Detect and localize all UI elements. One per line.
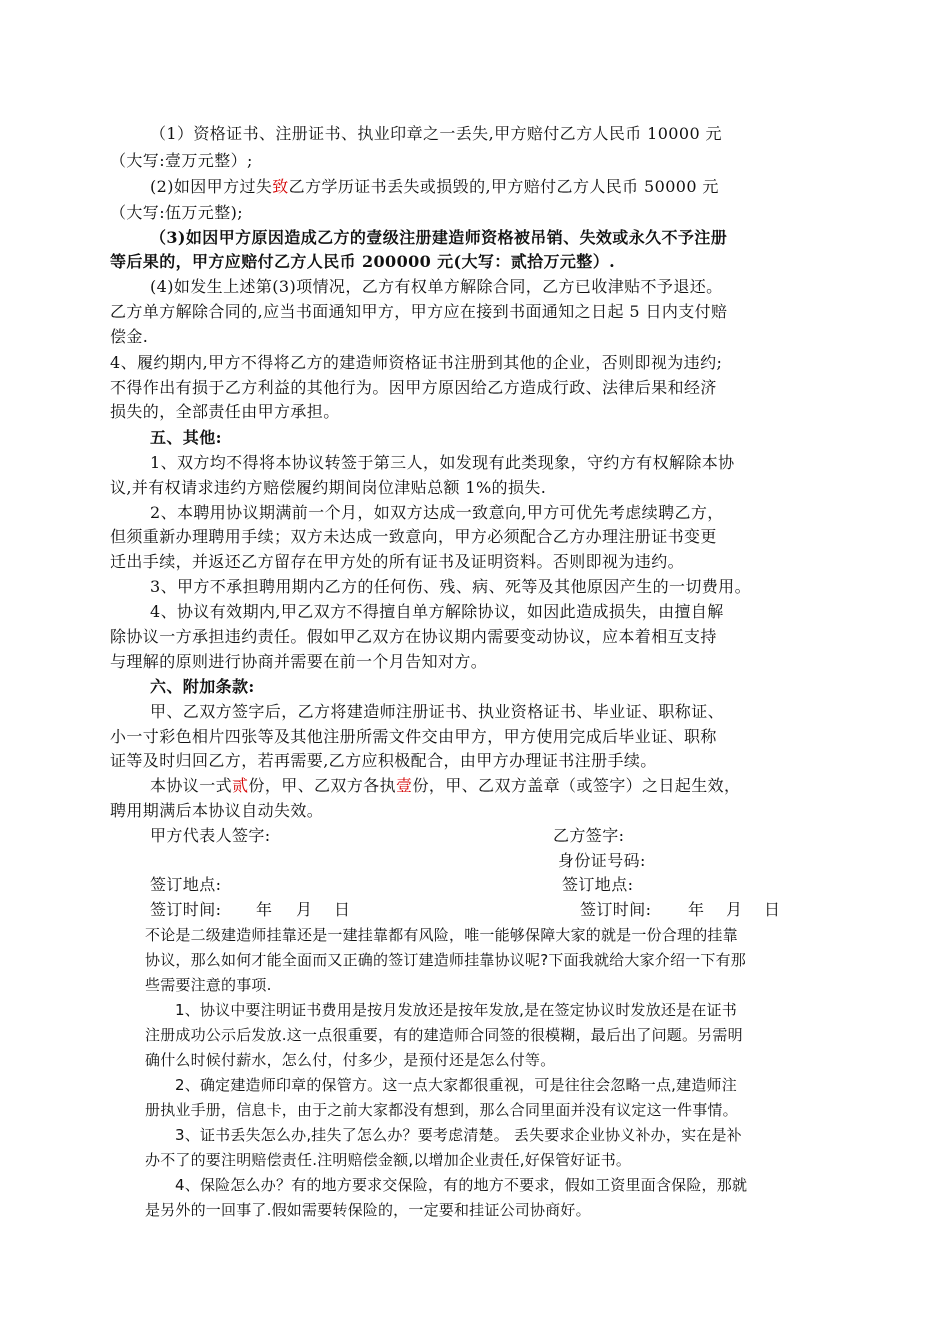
item-4-cont-1: 不得作出有损于乙方利益的其他行为。因甲方原因给乙方造成行政、法律后果和经济 <box>110 378 717 397</box>
guide-point-2-cont: 册执业手册，信息卡，由于之前大家都没有想到，那么合同里面并没有议定这一件事情。 <box>145 1101 738 1119</box>
clause-3: （3)如因甲方原因造成乙方的壹级注册建造师资格被吊销、失效或永久不予注册 <box>150 228 728 247</box>
other-1: 1、双方均不得将本协议转签于第三人，如发现有此类现象，守约方有权解除本协 <box>150 453 735 472</box>
clause-4-cont-2: 偿金. <box>110 327 149 346</box>
party-b-place-label: 签订地点: <box>562 875 634 894</box>
copies-each: 壹 <box>396 776 413 795</box>
other-4: 4、协议有效期内,甲乙双方不得擅自单方解除协议，如因此造成损失，由擅自解 <box>150 602 724 621</box>
clause-4: (4)如发生上述第(3)项情况，乙方有权单方解除合同，乙方已收津贴不予退还。 <box>150 277 723 296</box>
copies-clause <box>150 775 740 797</box>
clause-1-cont: （大写:壹万元整）; <box>110 151 253 170</box>
clause-2-cont: （大写:伍万元整); <box>110 203 244 222</box>
section-5-heading: 五、其他: <box>150 428 222 447</box>
clause-1: （1）资格证书、注册证书、执业印章之一丢失,甲方赔付乙方人民币 10000 元 <box>150 124 722 143</box>
item-4-cont-2: 损失的，全部责任由甲方承担。 <box>110 402 340 421</box>
party-a-signature-label: 甲方代表人签字: <box>150 826 271 845</box>
clause-2-part-a: (2)如因甲方过失 <box>150 177 273 196</box>
guide-intro-1: 不论是二级建造师挂靠还是一建挂靠都有风险，唯一能够保障大家的就是一份合理的挂靠 <box>145 926 738 944</box>
party-a-year: 年 <box>256 900 273 919</box>
additional-1: 甲、乙双方签字后，乙方将建造师注册证书、执业资格证书、毕业证、职称证、 <box>150 702 725 721</box>
other-2: 2、本聘用协议期满前一个月，如双方达成一致意向,甲方可优先考虑续聘乙方， <box>150 503 724 522</box>
copies-count: 贰 <box>232 776 249 795</box>
other-3: 3、甲方不承担聘用期内乙方的任何伤、残、病、死等及其他原因产生的一切费用。 <box>150 577 751 596</box>
clause-2-highlight: 致 <box>272 177 289 196</box>
section-6-heading: 六、附加条款: <box>150 677 255 696</box>
party-b-month: 月 <box>726 900 743 919</box>
party-a-month: 月 <box>296 900 313 919</box>
guide-point-1: 1、协议中要注明证书费用是按月发放还是按年发放,是在签定协议时发放还是在证书 <box>175 1001 737 1019</box>
party-a-time-label: 签订时间: <box>150 900 222 919</box>
copies-part-b: 份，甲、乙双方各执 <box>248 776 397 795</box>
guide-intro-3: 些需要注意的事项. <box>145 976 272 994</box>
guide-intro-2: 协议，那么如何才能全面而又正确的签订建造师挂靠协议呢?下面我就给大家介绍一下有那 <box>145 951 746 969</box>
guide-point-3: 3、证书丢失怎么办,挂失了怎么办？要考虑清楚。 丢失要求企业协义补办，实在是补 <box>175 1126 742 1144</box>
clause-2 <box>150 176 719 198</box>
guide-point-4: 4、保险怎么办？有的地方要求交保险，有的地方不要求，假如工资里面含保险，那就 <box>175 1176 748 1194</box>
additional-1-cont-1: 小一寸彩色相片四张等及其他注册所需文件交由甲方，甲方使用完成后毕业证、职称 <box>110 727 717 746</box>
item-4: 4、履约期内,甲方不得将乙方的建造师资格证书注册到其他的企业，否则即视为违约; <box>110 353 723 372</box>
other-1-cont: 议,并有权请求违约方赔偿履约期间岗位津贴总额 1%的损失. <box>110 478 547 497</box>
party-a-day: 日 <box>334 900 351 919</box>
guide-point-1-cont-2: 确什么时候付薪水，怎么付，付多少，是预付还是怎么付等。 <box>145 1051 556 1069</box>
id-number-label: 身份证号码: <box>558 851 646 870</box>
clause-4-cont-1: 乙方单方解除合同的,应当书面通知甲方，甲方应在接到书面通知之日起 5 日内支付赔 <box>110 302 728 321</box>
copies-clause-cont: 聘用期满后本协议自动失效。 <box>110 801 324 820</box>
party-b-year: 年 <box>688 900 705 919</box>
other-2-cont-2: 迁出手续，并返还乙方留存在甲方处的所有证书及证明资料。否则即视为违约。 <box>110 552 685 571</box>
clause-2-part-b: 乙方学历证书丢失或损毁的,甲方赔付乙方人民币 50000 元 <box>288 177 719 196</box>
guide-point-2: 2、确定建造师印章的保管方。这一点大家都很重视，可是往往会忽略一点,建造师注 <box>175 1076 737 1094</box>
party-b-day: 日 <box>764 900 781 919</box>
party-b-signature-label: 乙方签字: <box>553 826 625 845</box>
guide-point-4-cont: 是另外的一回事了.假如需要转保险的，一定要和挂证公司协商好。 <box>145 1201 591 1219</box>
party-a-place-label: 签订地点: <box>150 875 222 894</box>
guide-point-1-cont-1: 注册成功公示后发放.这一点很重要，有的建造师合同签的很模糊，最后出了问题。另需明 <box>145 1026 743 1044</box>
other-2-cont-1: 但须重新办理聘用手续；双方未达成一致意向，甲方必须配合乙方办理注册证书变更 <box>110 527 717 546</box>
additional-1-cont-2: 证等及时归回乙方，若再需要,乙方应积极配合，由甲方办理证书注册手续。 <box>110 751 657 770</box>
clause-3-cont: 等后果的，甲方应赔付乙方人民币 200000 元(大写：贰拾万元整）. <box>110 252 616 271</box>
copies-part-a: 本协议一式 <box>150 776 233 795</box>
other-4-cont-1: 除协议一方承担违约责任。假如甲乙双方在协议期内需要变动协议，应本着相互支持 <box>110 627 717 646</box>
party-b-time-label: 签订时间: <box>580 900 652 919</box>
other-4-cont-2: 与理解的原则进行协商并需要在前一个月告知对方。 <box>110 652 488 671</box>
copies-part-c: 份，甲、乙双方盖章（或签字）之日起生效， <box>412 776 741 795</box>
guide-point-3-cont: 办不了的要注明赔偿责任.注明赔偿金额,以增加企业责任,好保管好证书。 <box>145 1151 632 1169</box>
